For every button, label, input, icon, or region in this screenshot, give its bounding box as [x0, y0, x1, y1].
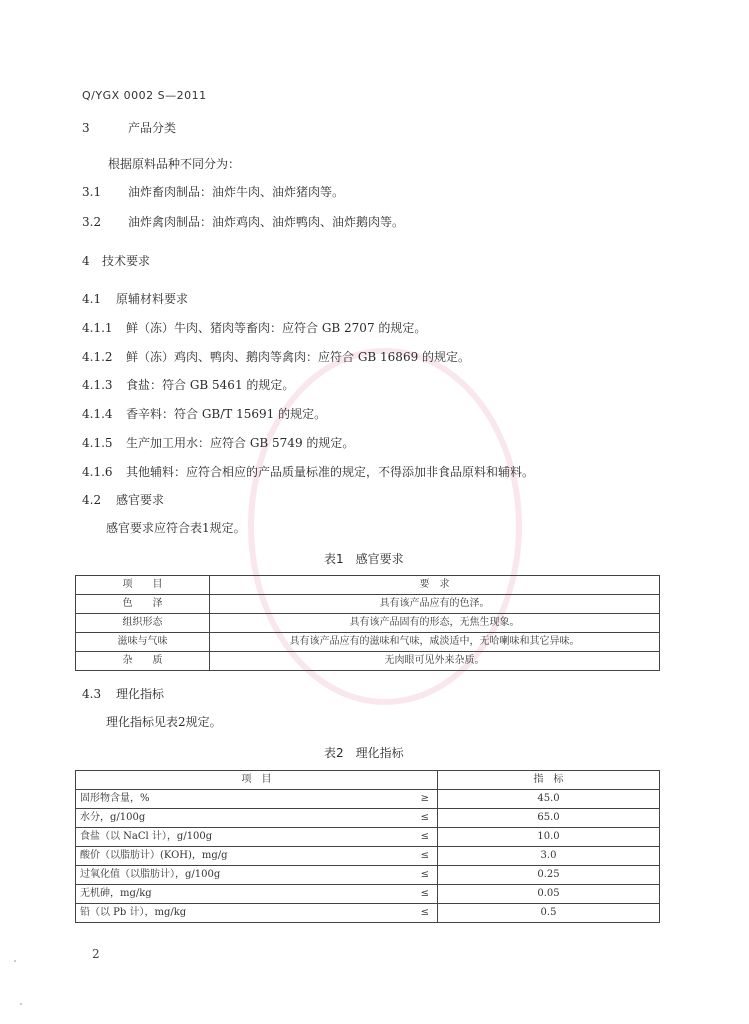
- clause-4-1-2: [82, 350, 470, 364]
- clause-number: 4.3: [82, 687, 102, 701]
- table-1-sensory: [75, 575, 660, 671]
- section-3-intro: 根据原料品种不同分为：: [108, 157, 241, 171]
- scan-speck: [20, 1003, 22, 1005]
- clause-number: 3.1: [82, 185, 102, 199]
- table-cell-value: 65.0: [438, 809, 660, 828]
- clause-text: 生产加工用水：应符合 GB 5749 的规定。: [126, 436, 355, 450]
- table-cell-value: 0.5: [438, 904, 660, 923]
- page-number: 2: [92, 947, 100, 961]
- table-cell: 组织形态: [76, 614, 210, 633]
- table-cell: 滋味与气味: [76, 633, 210, 652]
- table-cell: 具有该产品固有的形态，无焦生现象。: [210, 614, 660, 633]
- clause-text: 其他辅料：应符合相应的产品质量标准的规定，不得添加非食品原料和辅料。: [126, 465, 535, 479]
- clause-4-1-1: [82, 321, 426, 335]
- table-cell-value: 0.25: [438, 866, 660, 885]
- table-cell-operator: ≤: [358, 904, 438, 923]
- table-header-row: [76, 771, 660, 790]
- clause-4-1-6: [82, 465, 534, 479]
- clause-number: 4.1.5: [82, 436, 113, 450]
- table-row: [76, 790, 660, 809]
- table-cell-operator: ≤: [358, 809, 438, 828]
- clause-3-1: [82, 185, 344, 199]
- table-row: [76, 828, 660, 847]
- table-header-row: [76, 576, 660, 595]
- section-number: 4: [82, 254, 90, 268]
- clause-text: 油炸畜肉制品：油炸牛肉、油炸猪肉等。: [128, 185, 345, 199]
- table-cell-value: 3.0: [438, 847, 660, 866]
- table-2-physicochemical: [75, 770, 660, 923]
- table-cell-item: 食盐（以 NaCl 计），g/100g: [76, 828, 358, 847]
- table-header-cell: 要 求: [210, 576, 660, 595]
- section-3-heading: [82, 121, 176, 135]
- table-cell-item: 水分，g/100g: [76, 809, 358, 828]
- clause-number: 4.1: [82, 292, 102, 306]
- clause-number: 4.1.2: [82, 350, 113, 364]
- clause-number: 4.1.1: [82, 321, 113, 335]
- clause-text: 油炸禽肉制品：油炸鸡肉、油炸鸭肉、油炸鹅肉等。: [128, 215, 405, 229]
- section-title: 产品分类: [128, 121, 177, 135]
- table-cell-item: 铅（以 Pb 计），mg/kg: [76, 904, 358, 923]
- clause-4-2-heading: [82, 493, 164, 507]
- clause-4-1-4: [82, 407, 326, 421]
- table-row: [76, 652, 660, 671]
- table-cell-item: 固形物含量，%: [76, 790, 358, 809]
- table-cell-operator: ≤: [358, 828, 438, 847]
- clause-4-3-intro: 理化指标见表2规定。: [106, 715, 222, 729]
- section-title: 技术要求: [102, 254, 151, 268]
- table-row: [76, 904, 660, 923]
- table-cell-value: 10.0: [438, 828, 660, 847]
- table-cell: 色 泽: [76, 595, 210, 614]
- table-row: [76, 633, 660, 652]
- table-cell-item: 酸价（以脂肪计）(KOH)，mg/g: [76, 847, 358, 866]
- clause-number: 4.1.3: [82, 378, 113, 392]
- table-cell-item: 无机砷，mg/kg: [76, 885, 358, 904]
- clause-4-2-intro: 感官要求应符合表1规定。: [106, 521, 246, 535]
- table-cell-value: 0.05: [438, 885, 660, 904]
- scan-speck: [14, 960, 16, 962]
- clause-text: 香辛料：符合 GB/T 15691 的规定。: [126, 407, 327, 421]
- clause-number: 3.2: [82, 215, 102, 229]
- clause-4-1-5: [82, 436, 354, 450]
- clause-text: 食盐：符合 GB 5461 的规定。: [126, 378, 295, 392]
- table-cell: 具有该产品应有的色泽。: [210, 595, 660, 614]
- clause-title: 理化指标: [116, 687, 165, 701]
- clause-3-2: [82, 215, 404, 229]
- table-row: [76, 847, 660, 866]
- clause-4-1-3: [82, 378, 294, 392]
- table-1-caption: 表1 感官要求: [324, 552, 404, 566]
- table-cell: 无肉眼可见外来杂质。: [210, 652, 660, 671]
- table-row: [76, 866, 660, 885]
- table-cell: 杂 质: [76, 652, 210, 671]
- table-header-cell: 项 目: [76, 576, 210, 595]
- clause-title: 原辅材料要求: [116, 292, 189, 306]
- table-cell-item: 过氧化值（以脂肪计），g/100g: [76, 866, 358, 885]
- table-2-caption: 表2 理化指标: [324, 746, 404, 760]
- standard-id-header: Q/YGX 0002 S—2011: [82, 89, 207, 102]
- clause-4-1-heading: [82, 292, 188, 306]
- table-header-cell: 指 标: [438, 771, 660, 790]
- clause-number: 4.2: [82, 493, 102, 507]
- table-cell-operator: ≤: [358, 885, 438, 904]
- table-header-cell: 项 目: [76, 771, 438, 790]
- clause-text: 鲜（冻）牛肉、猪肉等畜肉：应符合 GB 2707 的规定。: [126, 321, 427, 335]
- table-cell-operator: ≥: [358, 790, 438, 809]
- section-number: 3: [82, 121, 90, 135]
- clause-text: 鲜（冻）鸡肉、鸭肉、鹅肉等禽肉：应符合 GB 16869 的规定。: [126, 350, 471, 364]
- clause-4-3-heading: [82, 687, 164, 701]
- clause-number: 4.1.6: [82, 465, 113, 479]
- table-row: [76, 809, 660, 828]
- table-row: [76, 885, 660, 904]
- clause-number: 4.1.4: [82, 407, 113, 421]
- table-row: [76, 614, 660, 633]
- section-4-heading: [82, 254, 150, 268]
- table-cell-operator: ≤: [358, 866, 438, 885]
- clause-title: 感官要求: [116, 493, 165, 507]
- table-cell: 具有该产品应有的滋味和气味，咸淡适中，无哈喇味和其它异味。: [210, 633, 660, 652]
- table-cell-operator: ≤: [358, 847, 438, 866]
- table-row: [76, 595, 660, 614]
- table-cell-value: 45.0: [438, 790, 660, 809]
